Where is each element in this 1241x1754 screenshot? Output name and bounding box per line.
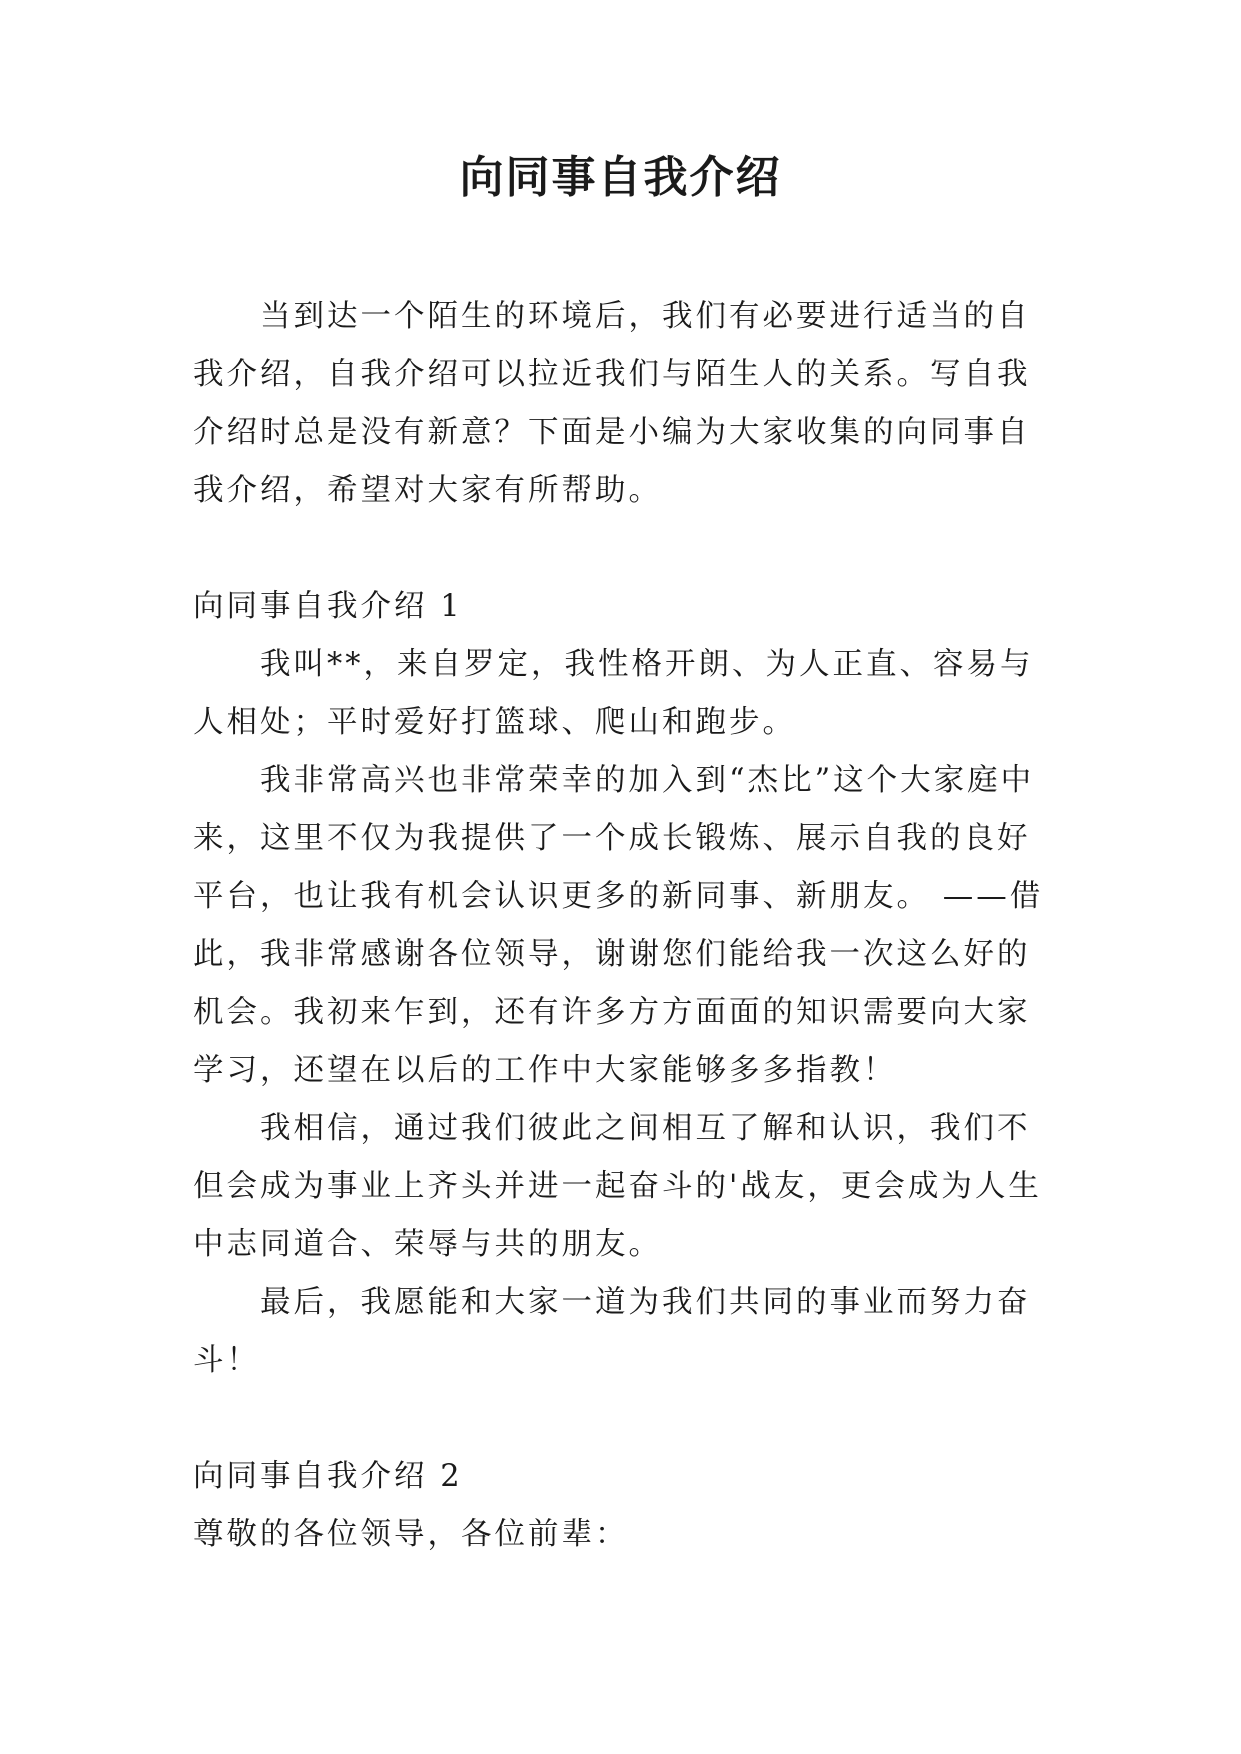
section-1-paragraph-4: 最后，我愿能和大家一道为我们共同的事业而努力奋斗！ (193, 1285, 1031, 1378)
document-title: 向同事自我介绍 (459, 152, 782, 203)
section-1-paragraph-1: 我叫**，来自罗定，我性格开朗、为人正直、容易与人相处；平时爱好打篮球、爬山和跑步。 (193, 647, 1034, 740)
intro-paragraph: 当到达一个陌生的环境后，我们有必要进行适当的自我介绍，自我介绍可以拉近我们与陌生人的关系。写自我介绍时总是没有新意？下面是小编为大家收集的向同事自我介绍，希望对大家有所帮助。 (193, 299, 1031, 508)
document-body (193, 288, 1059, 1564)
section-heading-2: 向同事自我介绍 2 (193, 1459, 463, 1494)
section-1-paragraph-3: 我相信，通过我们彼此之间相互了解和认识，我们不但会成为事业上齐头并进一起奋斗的'战友，更会成为人生中志同道合、荣辱与共的朋友。 (193, 1111, 1042, 1262)
section-2-salutation: 尊敬的各位领导，各位前辈： (193, 1517, 629, 1552)
section-heading-1: 向同事自我介绍 1 (193, 589, 463, 624)
section-1-paragraph-2: 我非常高兴也非常荣幸的加入到“杰比”这个大家庭中来，这里不仅为我提供了一个成长锻炼、展示自我的良好平台，也让我有机会认识更多的新同事、新朋友。 ——借此，我非常感谢各位领导，谢谢您们能给我一次这么好的机会。我初来乍到，还有许多方方面面的知识需要向大家学习，还望在以后的工作中大家能够多多指教！ (193, 763, 1044, 1088)
